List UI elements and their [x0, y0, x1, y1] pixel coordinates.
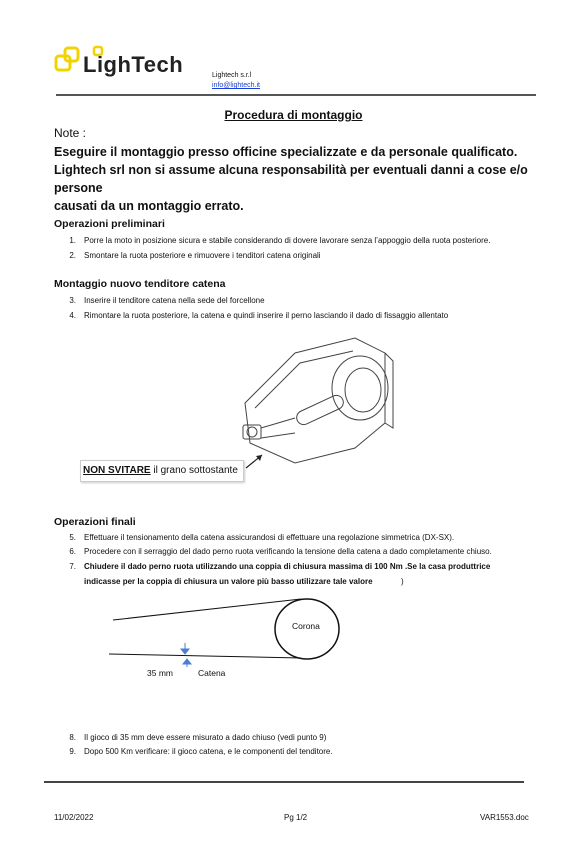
- item-text: Inserire il tenditore catena nella sede del forcellone: [84, 296, 265, 305]
- footer-date: 11/02/2022: [54, 813, 94, 822]
- warning-line-1: Eseguire il montaggio presso officine specializzate e da personale qualificato.: [54, 145, 518, 159]
- callout-bold: NON SVITARE: [83, 465, 151, 476]
- footer-divider: [44, 781, 524, 783]
- list-item-tail: [401, 577, 404, 586]
- item-text: Dopo 500 Km verificare: il gioco catena, e le componenti del tenditore.: [84, 747, 333, 756]
- item-number: 7.: [69, 562, 76, 571]
- item-number: 3.: [69, 296, 76, 305]
- logo-wordmark: LighTech: [83, 52, 184, 77]
- callout-arrow-icon: [244, 452, 266, 470]
- item-text-tail: ): [401, 577, 404, 586]
- item-text-bold: indicasse per la coppia di chiusura un valore più basso utilizzare tale valore: [84, 577, 373, 586]
- warning-line-3: causati da un montaggio errato.: [54, 199, 244, 213]
- callout-text: il grano sottostante: [150, 465, 238, 476]
- company-name: Lightech s.r.l: [212, 72, 252, 79]
- measure-label: 35 mm: [147, 668, 173, 678]
- item-number: 2.: [69, 251, 76, 260]
- item-number: 5.: [69, 533, 76, 542]
- item-text: Rimontare la ruota posteriore, la catena e quindi inserire il perno lasciando il dado di fissaggio allentato: [84, 311, 449, 320]
- section-heading-mounting: Montaggio nuovo tenditore catena: [54, 278, 226, 290]
- company-email-link[interactable]: info@lightech.it: [212, 82, 260, 89]
- warning-callout: [80, 460, 244, 482]
- item-number: 6.: [69, 547, 76, 556]
- note-label: Note :: [54, 126, 87, 140]
- chain-label: Catena: [198, 668, 226, 678]
- warning-line-2: Lightech srl non si assume alcuna responsabilità per eventuali danni a cose e/o persone: [54, 163, 528, 195]
- company-info: [212, 71, 260, 91]
- item-text: Porre la moto in posizione sicura e stabile considerando di dovere lavorare senza l’appoggio della ruota posteriore.: [84, 236, 491, 245]
- section-heading-final: Operazioni finali: [54, 516, 136, 528]
- item-text: Effettuare il tensionamento della catena assicurandosi di effettuare una regolazione simmetrica (DX-SX).: [84, 533, 455, 542]
- section-heading-preliminary: Operazioni preliminari: [54, 218, 165, 230]
- item-number: 4.: [69, 311, 76, 320]
- item-text: Chiudere il dado perno ruota utilizzando una coppia di chiusura massima di 100 Nm .Se la casa produttrice: [84, 562, 491, 571]
- item-text: Procedere con il serraggio del dado perno ruota verificando la tensione della catena a dado completamente chiuso.: [84, 547, 492, 556]
- footer-page: Pg 1/2: [284, 813, 308, 822]
- warning-text: [54, 143, 544, 215]
- item-number: 9.: [69, 747, 76, 756]
- corona-label: Corona: [292, 621, 320, 631]
- footer-doc: VAR1553.doc: [480, 813, 529, 822]
- item-text: Il gioco di 35 mm deve essere misurato a dado chiuso (vedi punto 9): [84, 733, 327, 742]
- chain-slack-diagram: [105, 595, 365, 670]
- header-divider: [56, 94, 536, 96]
- item-number: 8.: [69, 733, 76, 742]
- item-number: 1.: [69, 236, 76, 245]
- item-text: Smontare la ruota posteriore e rimuovere i tenditori catena originali: [84, 251, 321, 260]
- page-title: Procedura di montaggio: [224, 108, 363, 122]
